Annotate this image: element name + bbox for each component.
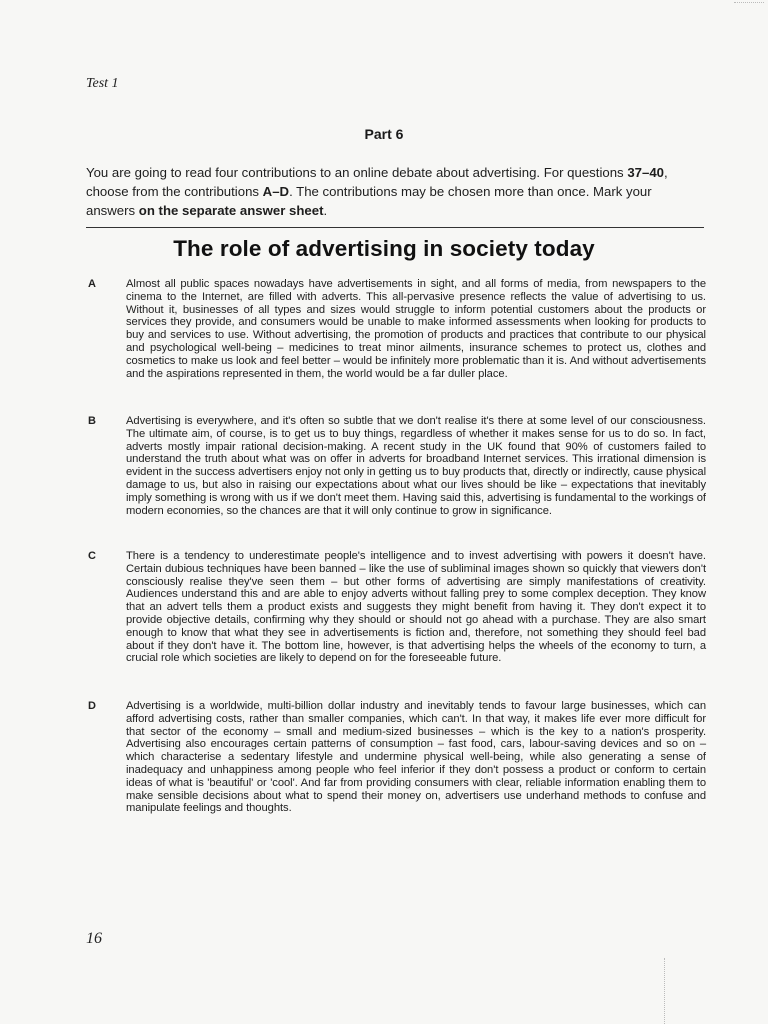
contribution-letter: A [88, 278, 96, 290]
article-title: The role of advertising in society today [173, 236, 595, 261]
contribution-text: Advertising is a worldwide, multi-billion dollar industry and inevitably tends to favour large businesses, which can afford advertising costs, rather than smaller companies, which can't. In that way, it makes life ever more difficult for that sector of the economy – small and medium-sized businesses – which is the key to a nation's prosperity. Advertising also encourages certain patterns of consumption – fast food, cars, labour-saving devices and so on – which characterise a sedentary lifestyle and undermine physical well-being, while also generating a sense of inadequacy and unhappiness among people who feel inferior if they don't possess a product or conform to certain ideas of what is 'beautiful' or 'cool'. And far from providing consumers with clear, reliable information enabling them to make sensible decisions about what to spend their money on, advertisers use underhand methods to confuse and manipulate feelings and thoughts. [126, 700, 706, 815]
instructions-middle: , choose from the contributions [86, 165, 668, 199]
instructions-after: . The contributions may be chosen more than once. Mark your answers [86, 184, 652, 218]
scan-edge-mark [734, 2, 764, 3]
divider-rule [86, 227, 704, 228]
task-instructions [86, 163, 704, 220]
instructions-options: A–D [262, 184, 290, 199]
scan-side-dots [664, 958, 665, 1024]
contribution-text: There is a tendency to underestimate people's intelligence and to invest advertising with powers it doesn't have. Certain dubious techniques have been banned – like the use of subliminal images shown so quickly that viewers don't consciously realise they've seen them – but other forms of advertising are simply manifestations of creativity. Audiences understand this and are able to enjoy adverts without falling prey to some complex deception. They know that an advert tells them a product exists and suggests they might benefit from having it. They don't expect it to provide objective details, confirming why they should or should not go ahead with a purchase. They are also smart enough to know that what they see in advertisements is fiction and, therefore, not something they should feel bad about if they don't have it. The bottom line, however, is that advertising helps the wheels of the economy to turn, a crucial role which societies are likely to depend on for the foreseeable future. [126, 550, 706, 665]
instructions-answer-sheet: on the separate answer sheet [138, 203, 324, 218]
page-number: 16 [86, 930, 102, 947]
instructions-intro: You are going to read four contributions to an online debate about advertising. For questions [86, 165, 628, 180]
instructions-end: . [323, 203, 328, 218]
instructions-questions: 37–40 [627, 165, 664, 180]
contribution-letter: B [88, 415, 96, 427]
part-heading: Part 6 [364, 126, 404, 142]
test-label: Test 1 [86, 76, 119, 91]
contribution-text: Advertising is everywhere, and it's often so subtle that we don't realise it's there at some level of our consciousness. The ultimate aim, of course, is to get us to buy things, regardless of whether it makes sense for us to do so. In fact, adverts mostly impair rational decision-making. A recent study in the UK found that 90% of customers failed to understand the truth about what was on offer in adverts for broadband Internet services. This irrational dimension is evident in the success advertisers enjoy not only in getting us to buy products that, directly or indirectly, cause physical damage to us, but also in raising our expectations about what our lives should be like – expectations that inevitably imply something is wrong with us if we don't meet them. Having said this, advertising is fundamental to the workings of modern economies, so the chances are that it will only continue to grow in significance. [126, 415, 706, 517]
contribution-text: Almost all public spaces nowadays have advertisements in sight, and all forms of media, from newspapers to the cinema to the Internet, are filled with adverts. This all-pervasive presence reflects the value of advertising to us. Without it, businesses of all types and sizes would struggle to inform potential customers about the products or services they provide, and consumers would be unable to make informed assessments when looking for products to buy and services to use. Without advertising, the promotion of products and practices that contribute to our physical and psychological well-being – medicines to treat minor ailments, insurance schemes to protect us, clothes and cosmetics to make us look and feel better – would be infinitely more problematic than it is. And without advertisements and the aspirations represented in them, the world would be a far duller place. [126, 278, 706, 380]
contribution-letter: C [88, 550, 96, 562]
contribution-letter: D [88, 700, 96, 712]
